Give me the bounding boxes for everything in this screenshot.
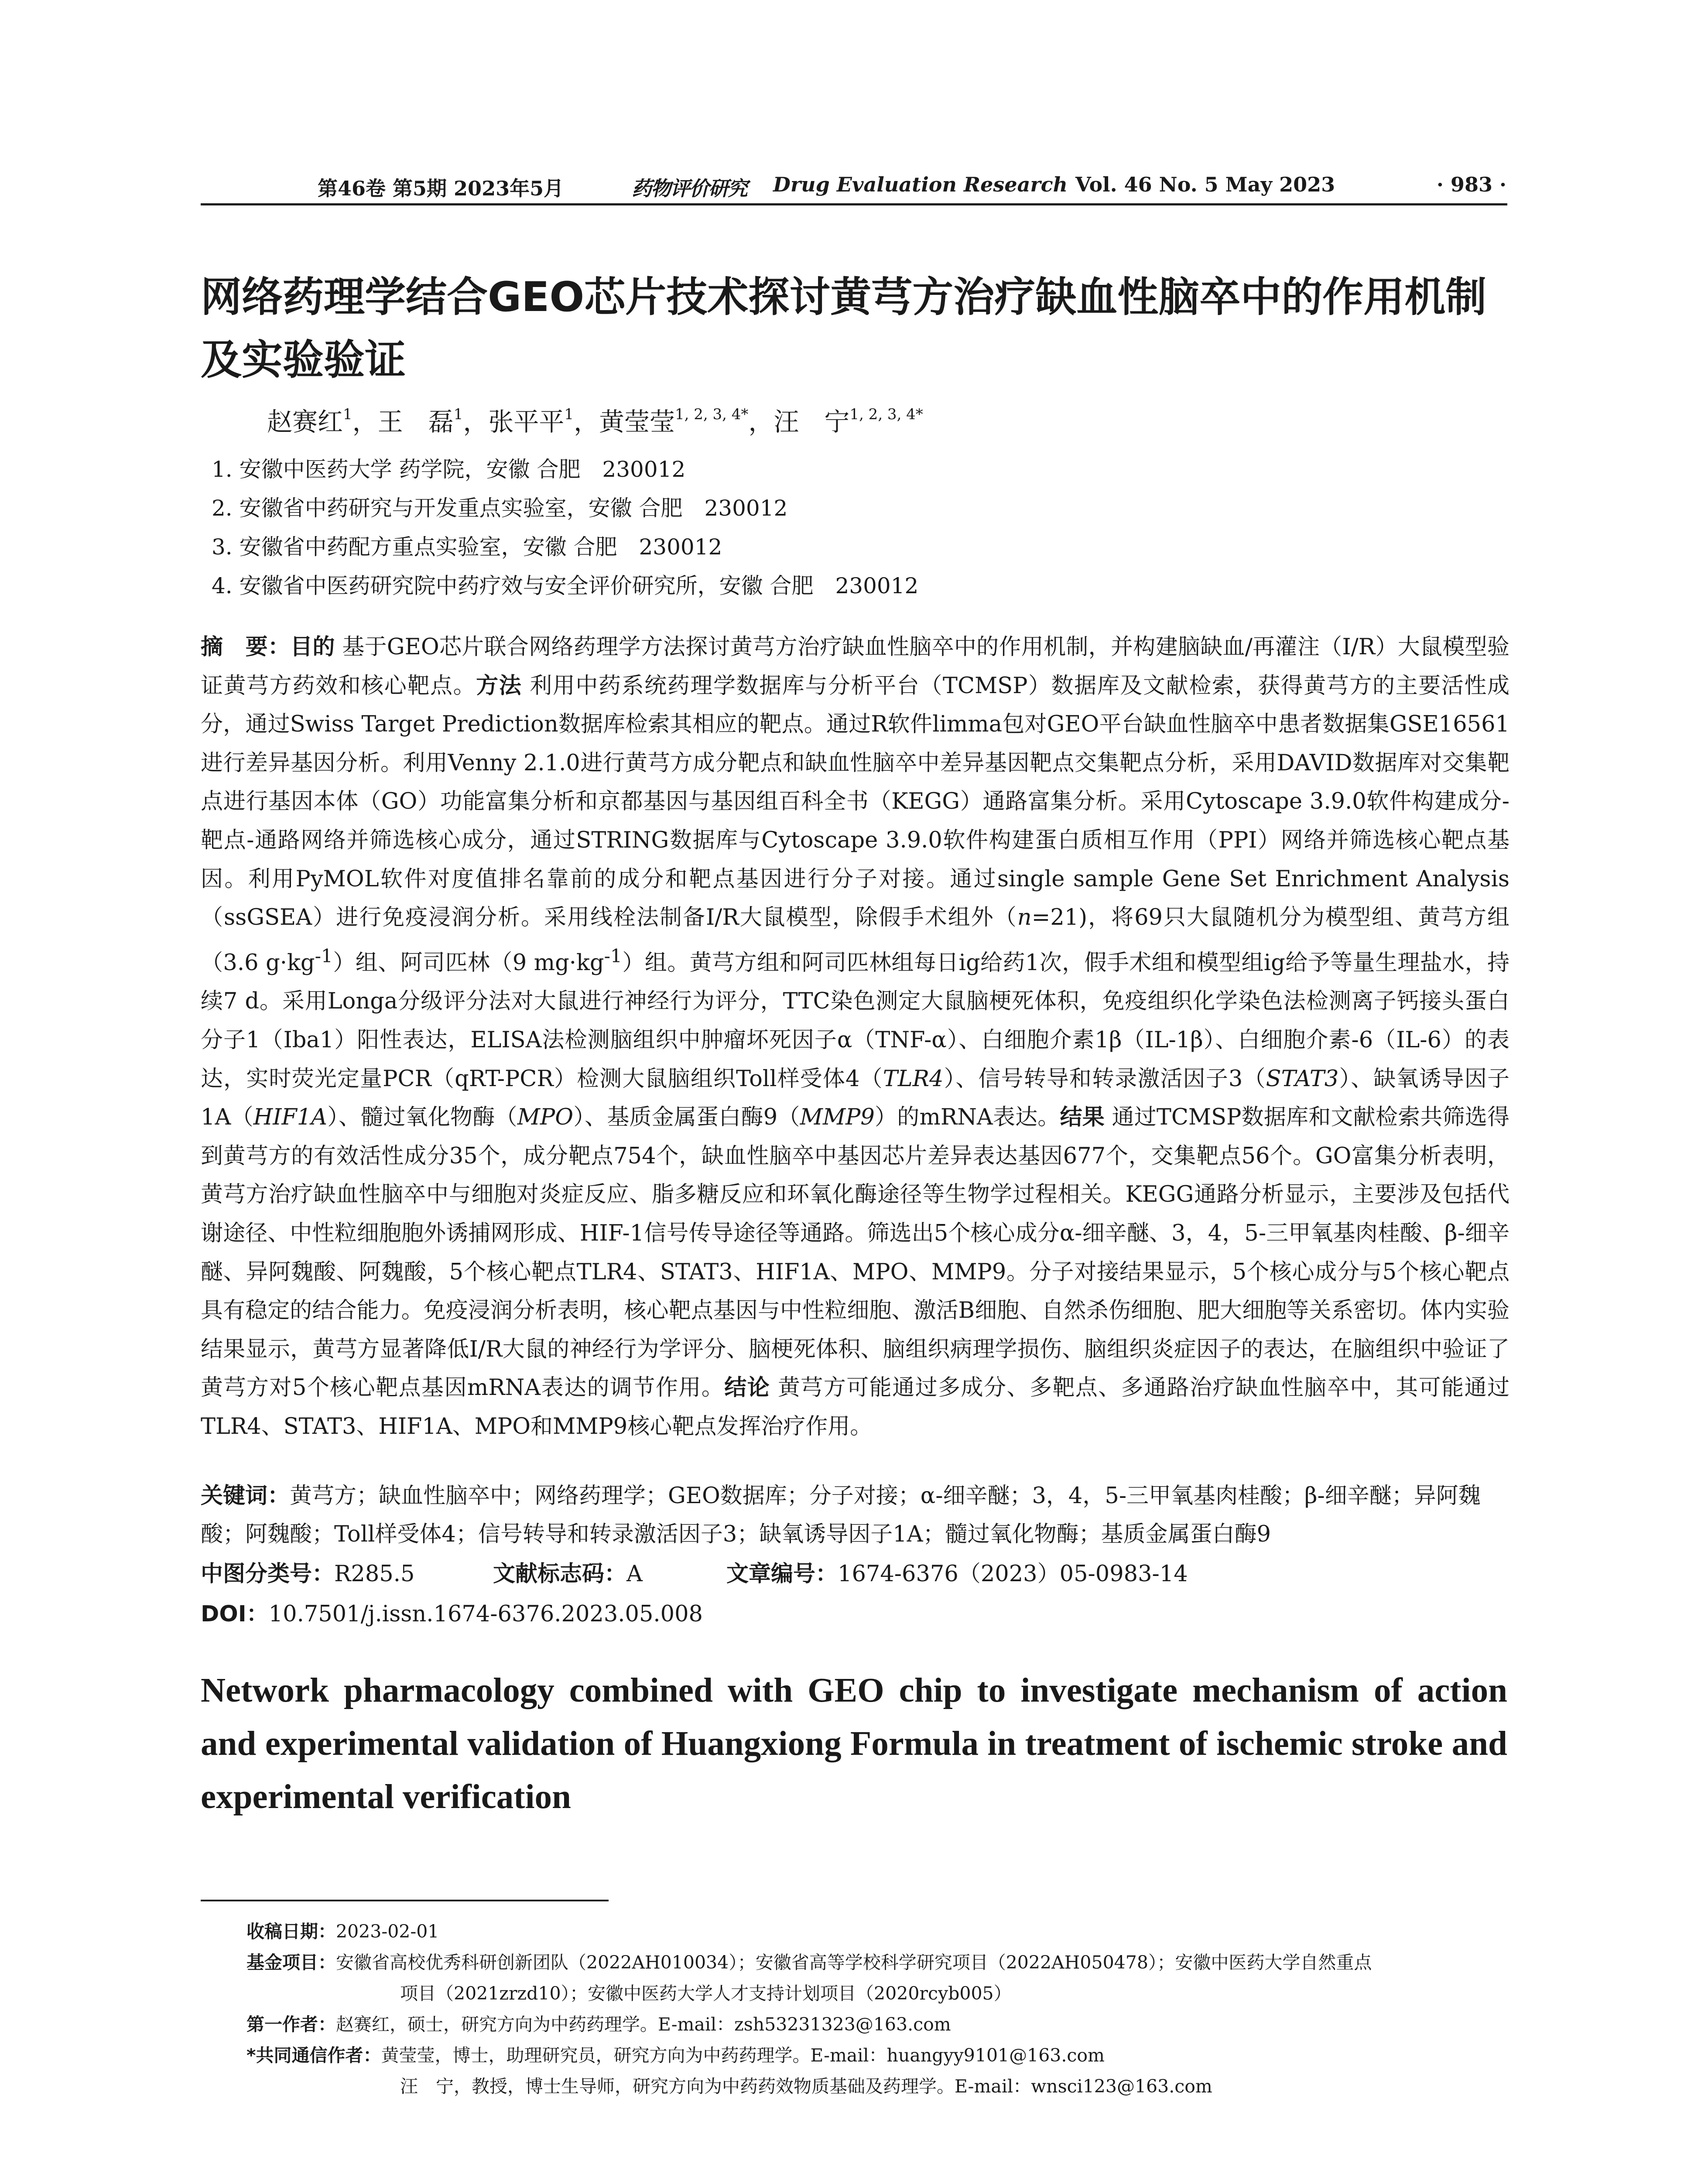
- funding: [246, 1947, 1507, 1978]
- affiliation: 1. 安徽中医药大学 药学院，安徽 合肥 230012: [212, 457, 686, 482]
- volume-info: Vol. 46 No. 5 May 2023: [1075, 173, 1335, 196]
- received-date: [246, 1916, 1507, 1947]
- author-name: 黄莹莹: [599, 407, 675, 437]
- gene-name: STAT3: [1266, 1066, 1339, 1092]
- corresponding-author-2: 汪 宁，教授，博士生导师，研究方向为中药药效物质基础及药理学。E-mail：wnsci123@163.com: [400, 2076, 1212, 2097]
- keywords-text: 黄芎方；缺血性脑卒中；网络药理学；GEO数据库；分子对接；α-细辛醚；3，4，5-三甲氧基肉桂酸；β-细辛醚；异阿魏酸；阿魏酸；Toll样受体4；信号转导和转录激活因子3；缺氧诱导因子1A；髓过氧化物酶；基质金属蛋白酶9: [201, 1483, 1481, 1547]
- keywords: [201, 1477, 1509, 1554]
- footnote-divider: [201, 1900, 609, 1901]
- funding-text: 安徽省高校优秀科研创新团队（2022AH010034）；安徽省高等学校科学研究项目（2022AH050478）；安徽中医药大学自然重点: [336, 1952, 1372, 1973]
- affiliation: 4. 安徽省中医药研究院中药疗效与安全评价研究所，安徽 合肥 230012: [212, 573, 919, 598]
- doi-value[interactable]: 10.7501/j.issn.1674-6376.2023.05.008: [268, 1601, 703, 1627]
- gene-name: MMP9: [800, 1104, 875, 1131]
- funding-label: 基金项目：: [246, 1952, 336, 1973]
- abstract-method: ）、基质金属蛋白酶9（: [573, 1104, 800, 1131]
- abstract-method: ）的mRNA表达。: [874, 1104, 1060, 1131]
- article-number-value: 1674-6376（2023）05-0983-14: [838, 1561, 1188, 1587]
- unit-exponent: -1: [604, 945, 622, 967]
- abstract-method: 利用中药系统药理学数据库与分析平台（TCMSP）数据库及文献检索，获得黄芎方的主要活性成分，通过Swiss Target Prediction数据库检索其相应的靶点。通过R软件limma包对GEO平台缺血性脑卒中患者数据集GSE16561进行差异基因分析。利用Venny 2.1.0进行黄芎方成分靶点和缺血性脑卒中差异基因靶点交集靶点分析，采用DAVID数据库对交集靶点进行基因本体（GO）功能富集分析和京都基因与基因组百科全书（KEGG）通路富集分析。采用Cytoscape 3.9.0软件构建成分-靶点-通路网络并筛选核心成分，通过STRING数据库与Cytoscape 3.9.0软件构建蛋白质相互作用（PPI）网络并筛选核心靶点基因。利用PyMOL软件对度值排名靠前的成分和靶点基因进行分子对接。通过single sample Gene Set Enrichment Analysis（ssGSEA）进行免疫浸润分析。采用线栓法制备I/R大鼠模型，除假手术组外（: [201, 673, 1509, 931]
- author-affiliation-mark: 1, 2, 3, 4*: [849, 406, 923, 423]
- journal-logo: 药物评价研究: [632, 177, 747, 200]
- abstract-method: ）组。黄芎方组和阿司匹林组每日ig给药1次，假手术组和模型组ig给予等量生理盐水，持续7 d。采用Longa分级评分法对大鼠进行神经行为评分，TTC染色测定大鼠脑梗死体积，免疫组织化学染色法检测离子钙接头蛋白分子1（Iba1）阳性表达，ELISA法检测脑组织中肿瘤坏死因子α（TNF-α）、白细胞介素1β（IL-1β）、白细胞介素-6（IL-6）的表达，实时荧光定量PCR（qRT-PCR）检测大鼠脑组织Toll样受体4（: [201, 950, 1509, 1092]
- first-author: [246, 2009, 1507, 2040]
- funding-continued: 项目（2021zrzd10）；安徽中医药大学人才支持计划项目（2020rcyb005）: [400, 1983, 1012, 2004]
- author-affiliation-mark: 1, 2, 3, 4*: [675, 406, 749, 423]
- journal-name-en: Drug Evaluation Research: [773, 173, 1068, 196]
- objective-label: 目的: [290, 634, 335, 660]
- affiliation: 2. 安徽省中药研究与开发重点实验室，安徽 合肥 230012: [212, 496, 788, 521]
- doc-code-value: A: [626, 1561, 643, 1587]
- author-affiliation-mark: 1: [564, 406, 574, 423]
- gene-name: TLR4: [883, 1066, 944, 1092]
- abstract-method: ）、信号转导和转录激活因子3（: [943, 1066, 1266, 1092]
- running-header: [201, 166, 1507, 205]
- abstract-objective: 基于GEO芯片联合网络药理学方法探讨黄芎方治疗缺血性脑卒中的作用机制，并构建脑缺血/再灌注（I/R）大鼠模型验证黄芎方药效和核心靶点。: [201, 634, 1509, 699]
- corresponding-label: *共同通信作者：: [246, 2045, 381, 2066]
- abstract-result: 通过TCMSP数据库和文献检索共筛选得到黄芎方的有效活性成分35个，成分靶点754个，缺血性脑卒中基因芯片差异表达基因677个，交集靶点56个。GO富集分析表明，黄芎方治疗缺血性脑卒中与细胞对炎症反应、脂多糖反应和环氧化酶途径等生物学过程相关。KEGG通路分析显示，主要涉及包括代谢途径、中性粒细胞胞外诱捕网形成、HIF-1信号传导途径等通路。筛选出5个核心成分α-细辛醚、3，4，5-三甲氧基肉桂酸、β-细辛醚、异阿魏酸、阿魏酸，5个核心靶点TLR4、STAT3、HIF1A、MPO、MMP9。分子对接结果显示，5个核心成分与5个核心靶点具有稳定的结合能力。免疫浸润分析表明，核心靶点基因与中性粒细胞、激活B细胞、自然杀伤细胞、肥大细胞等关系密切。体内实验结果显示，黄芎方显著降低I/R大鼠的神经行为学评分、脑梗死体积、脑组织病理学损伤、脑组织炎症因子的表达，在脑组织中验证了黄芎方对5个核心靶点基因mRNA表达的调节作用。: [201, 1104, 1509, 1401]
- unit-exponent: -1: [315, 945, 333, 967]
- page-number: · 983 ·: [1436, 173, 1506, 196]
- author-affiliation-mark: 1: [453, 406, 463, 423]
- doi-label: DOI：: [201, 1601, 269, 1627]
- classification-row: [201, 1555, 1188, 1588]
- article-number-label: 文章编号：: [726, 1561, 838, 1587]
- author-name: 张平平: [488, 407, 565, 437]
- abstract-method: ）、髓过氧化物酶（: [327, 1104, 517, 1131]
- received-value: 2023-02-01: [336, 1921, 439, 1942]
- received-label: 收稿日期：: [246, 1921, 336, 1942]
- method-label: 方法: [476, 673, 522, 699]
- footnotes: [246, 1916, 1507, 2102]
- first-author-label: 第一作者：: [246, 2014, 336, 2035]
- abstract-method: =21)，将69只大鼠随机分为模型组、黄芎方组（3.6 g·kg: [201, 905, 1509, 976]
- article-title-en: Network pharmacology combined with GEO chip to investigate mechanism of action and experimental validation of Huangxiong Formula in treatment of ischemic stroke and experimental verification: [201, 1672, 1507, 1816]
- author-name: 汪 宁: [774, 407, 850, 437]
- clc-value: R285.5: [334, 1561, 415, 1587]
- doc-code-label: 文献标志码：: [493, 1561, 627, 1587]
- affiliation: 3. 安徽省中药配方重点实验室，安徽 合肥 230012: [212, 534, 722, 560]
- clc-label: 中图分类号：: [201, 1561, 335, 1587]
- result-label: 结果: [1060, 1104, 1105, 1131]
- first-author-text: 赵赛红，硕士，研究方向为中药药理学。E-mail：zsh53231323@163.com: [336, 2014, 951, 2035]
- abstract-label: 摘 要：: [201, 634, 291, 660]
- keywords-label: 关键词：: [201, 1483, 290, 1509]
- affiliation-list: [212, 450, 918, 605]
- abstract: [201, 628, 1509, 1446]
- author-list: 赵赛红$^1$，王 磊$^1$，张平平$^1$，黄莹莹$^{1, 2, 3, 4*}$，汪 宁$^{1, 2, 3, 4*}$: [267, 406, 923, 437]
- abstract-method: ）组、阿司匹林（9 mg·kg: [332, 950, 604, 976]
- author-name: 赵赛红: [267, 407, 343, 437]
- sample-size-symbol: n: [1017, 905, 1032, 931]
- article-title-cn: 网络药理学结合GEO芯片技术探讨黄芎方治疗缺血性脑卒中的作用机制及实验验证: [201, 273, 1487, 384]
- corresponding-author: [246, 2040, 1507, 2071]
- corresponding-text: 黄莹莹，博士，助理研究员，研究方向为中药药理学。E-mail：huangyy9101@163.com: [381, 2045, 1105, 2066]
- conclusion-label: 结论: [724, 1375, 770, 1401]
- issue-info: 第46卷 第5期 2023年5月: [318, 177, 564, 200]
- abstract-method: ）、缺氧诱导因子1A（: [201, 1066, 1509, 1131]
- abstract-conclusion: 黄芎方可能通过多成分、多靶点、多通路治疗缺血性脑卒中，其可能通过TLR4、STAT3、HIF1A、MPO和MMP9核心靶点发挥治疗作用。: [201, 1375, 1509, 1439]
- author-name: 王 磊: [377, 407, 454, 437]
- gene-name: HIF1A: [253, 1104, 328, 1131]
- gene-name: MPO: [517, 1104, 574, 1131]
- author-affiliation-mark: 1: [343, 406, 353, 423]
- doi-line: [201, 1596, 703, 1628]
